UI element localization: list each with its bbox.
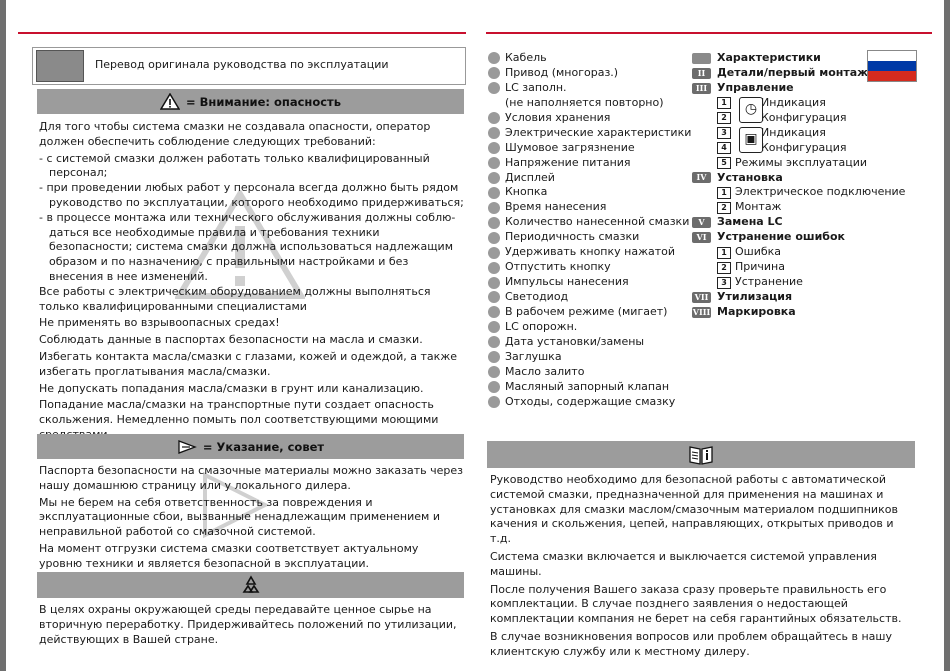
hint-text — [39, 464, 464, 574]
list-item: Отпустить кнопку — [488, 260, 691, 275]
para-recycle: В целях охраны окружающей среды передавайте ценное сырье на вторичную переработку. Придерживайтесь положений по утилизации, действующих в Вашей стране. — [39, 603, 457, 646]
info-book-icon — [688, 444, 714, 466]
manual-text — [490, 473, 915, 663]
toc-sub-item[interactable]: 4 Конфигурация — [692, 141, 905, 156]
list-item: Привод (многораз.) — [488, 66, 691, 81]
page-subtitle: Перевод оригинала руководства по эксплуатации — [95, 58, 389, 71]
bullet-icon — [488, 172, 500, 184]
toc-sub-item[interactable]: 1 Ошибка — [692, 245, 905, 260]
para-slip: Попадание масла/смазки на транспортные пути создает опасность скольжения. Немедленно помыть пол соответствующими моющими — [39, 398, 439, 427]
toc-sub-item[interactable]: 2 Конфигурация — [692, 111, 905, 126]
list-item: Отходы, содержащие смазку — [488, 395, 691, 410]
chapter-number: IV — [692, 172, 711, 183]
para-electrical: Все работы с электрическим оборудованием должны выполняться только квалифицированными специалистами — [39, 284, 431, 313]
bullet-icon — [488, 217, 500, 229]
list-item: Удерживать кнопку нажатой — [488, 245, 691, 260]
toc-sub-item[interactable]: 5 Режимы эксплуатации — [692, 156, 905, 171]
toc-sub-item[interactable]: 1 Электрическое подключение — [692, 185, 905, 200]
list-item: Напряжение питания — [488, 156, 691, 171]
chapter-number: VII — [692, 292, 711, 303]
toc-item-disposal[interactable]: VII Утилизация — [692, 290, 905, 305]
bullet-icon — [488, 291, 500, 303]
chapter-number: V — [692, 217, 711, 228]
bullet-icon — [488, 336, 500, 348]
chapter-number: II — [692, 68, 711, 79]
bullet-icon — [488, 82, 500, 94]
page-edge-right — [944, 0, 950, 671]
para-switch: Система смазки включается и выключается системой управления машины. — [490, 549, 877, 578]
bullet-icon — [488, 351, 500, 363]
bullet-icon — [488, 232, 500, 244]
warning-triangle-icon — [160, 93, 180, 110]
list-item: Светодиод — [488, 290, 691, 305]
top-rule-left — [18, 32, 466, 34]
bullet-icon — [488, 202, 500, 214]
para-hint-1: Паспорта безопасности на смазочные материалы можно заказать через нашу домашнюю страницу или у локального дилера. — [39, 464, 463, 492]
para-intro: Для того чтобы система смазки не создавала опасности, оператор должен обеспечить соблюдение следующих требований: — [39, 120, 431, 148]
list-item: Условия хранения — [488, 111, 691, 126]
chapter-number: III — [692, 83, 711, 94]
bullet-icon — [488, 277, 500, 289]
section-marker — [36, 50, 84, 82]
para-explosive: Не применять во взрывоопасных средах! — [39, 316, 280, 330]
bullet-icon — [488, 381, 500, 393]
toc-item-replace[interactable]: V Замена LC — [692, 215, 905, 230]
bullet-icon — [488, 52, 500, 64]
para-purpose: Руководство необходимо для безопасной работы с автоматической системой смазки, предназначенной для применения на машинах и установках для смазки маслом/смазочным материалом подшипников качения и скольжения, цепей, направляющих, открытых приводов и т.д. — [490, 473, 898, 546]
list-item: LC заполн. — [488, 81, 691, 96]
para-contact: Избегать контакта масла/смазки с глазами, кожей и одеждой, а также избегать проглатывания масла/смазки. — [39, 349, 457, 378]
toc-sub-item[interactable]: 2 Причина — [692, 260, 905, 275]
bullet-icon — [488, 262, 500, 274]
list-item: LC опорожн. — [488, 320, 691, 335]
bullet-icon — [488, 157, 500, 169]
bullet-icon — [488, 67, 500, 79]
list-item: Заглушка — [488, 350, 691, 365]
clock-display-icon: ◷ — [739, 97, 763, 123]
hint-bar — [37, 434, 464, 459]
list-item: Количество нанесенной смазки — [488, 215, 691, 230]
list-item: В рабочем режиме (мигает) — [488, 305, 691, 320]
toc-sub-item[interactable]: 2 Монтаж — [692, 200, 905, 215]
chapter-marker — [692, 53, 711, 64]
para-support: В случае возникновения вопросов или проблем обращайтесь в нашу клиентскую службу или к местному дилеру. — [490, 629, 892, 658]
para-hint-2: Мы не берем на себя ответственность за повреждения и эксплуатационные сбои, вызванные ненадлежащим применением и неправильной работой со смазочной системой. — [39, 495, 440, 539]
toc-item-marking[interactable]: VIII Маркировка — [692, 304, 796, 318]
symbol-legend — [488, 51, 691, 410]
bullet-icon — [488, 366, 500, 378]
bullet-icon — [488, 142, 500, 154]
bullet-icon — [488, 112, 500, 124]
list-item: Дисплей — [488, 171, 691, 186]
bullet-icon — [488, 396, 500, 408]
warning-title: = Внимание: опасность — [186, 94, 341, 109]
bullet-icon — [488, 306, 500, 318]
toc-item-trouble[interactable]: VI Устранение ошибок — [692, 230, 905, 245]
toc-item-details[interactable]: II Детали/первый монтаж — [692, 66, 905, 81]
list-item: (не наполняется повторно) — [505, 95, 664, 109]
table-of-contents — [692, 51, 905, 320]
list-item: Шумовое загрязнение — [488, 141, 691, 156]
list-item: Дата установки/замены — [488, 335, 691, 350]
para-safety-sheets: Соблюдать данные в паспортах безопасности на масла и смазки. — [39, 333, 423, 347]
toc-sub-item[interactable]: 3 Индикация — [692, 126, 905, 141]
list-item: - с системой смазки должен работать только квалифицированный персонал; — [39, 151, 430, 180]
bullet-icon — [488, 187, 500, 199]
list-item: Время нанесения — [488, 200, 691, 215]
bullet-icon — [488, 321, 500, 333]
toc-item-characteristics[interactable]: Характеристики — [692, 51, 905, 66]
para-ground: Не допускать попадания масла/смазки в грунт или канализацию. — [39, 381, 424, 395]
manual-info-bar — [487, 441, 915, 468]
toc-item-install[interactable]: IV Установка — [692, 171, 905, 186]
list-item: Масляный запорный клапан — [488, 380, 691, 395]
list-item: - в процессе монтажа или технического обслуживания должны соблю-даться все необходимые правила и требования техники безопасности; система смазки должна использоваться надлежащим образом и по назначению, с правильными настройками и без внесения в нее изменений. — [39, 210, 456, 283]
bullet-icon — [488, 247, 500, 259]
hand-pointer-icon — [177, 439, 197, 455]
recycle-bar — [37, 572, 464, 598]
top-rule-right — [486, 32, 932, 34]
toc-sub-item[interactable]: 3 Устранение — [692, 275, 905, 290]
toc-item-control[interactable]: III Управление — [692, 81, 905, 96]
toc-sub-item[interactable]: 1 Индикация — [692, 96, 905, 111]
page-edge-left — [0, 0, 6, 671]
recycle-icon — [240, 574, 262, 596]
lc-unit-icon: ▣ — [739, 127, 763, 153]
para-delivery: После получения Вашего заказа сразу проверьте правильность его комплектации. В случае позднего заявления о недостающей комплектации компания не берет на себя гарантийных обязательств. — [490, 582, 902, 626]
list-item: - при проведении любых работ у персонала всегда должно быть рядом руководство по эксплуатации, которого необходимо придерживаться; — [39, 181, 464, 209]
russian-flag-icon — [867, 50, 917, 82]
list-item: Импульсы нанесения — [488, 275, 691, 290]
requirements-list — [39, 152, 464, 285]
list-item: Периодичность смазки — [488, 230, 691, 245]
list-item: Электрические характеристики — [488, 126, 691, 141]
list-item: Кабель — [488, 51, 691, 66]
recycle-text — [39, 603, 464, 649]
para-hint-3: На момент отгрузки система смазки соответствует актуальному уровню техники и является безопасной в эксплуатации. — [39, 541, 419, 570]
bullet-icon — [488, 127, 500, 139]
chapter-number: VIII — [692, 306, 711, 317]
chapter-number: VI — [692, 232, 711, 243]
warning-bar — [37, 89, 464, 114]
hint-title: = Указание, совет — [202, 439, 325, 454]
list-item: Кнопка — [488, 185, 691, 200]
warning-text — [39, 120, 464, 445]
list-item: Масло залито — [488, 365, 691, 380]
